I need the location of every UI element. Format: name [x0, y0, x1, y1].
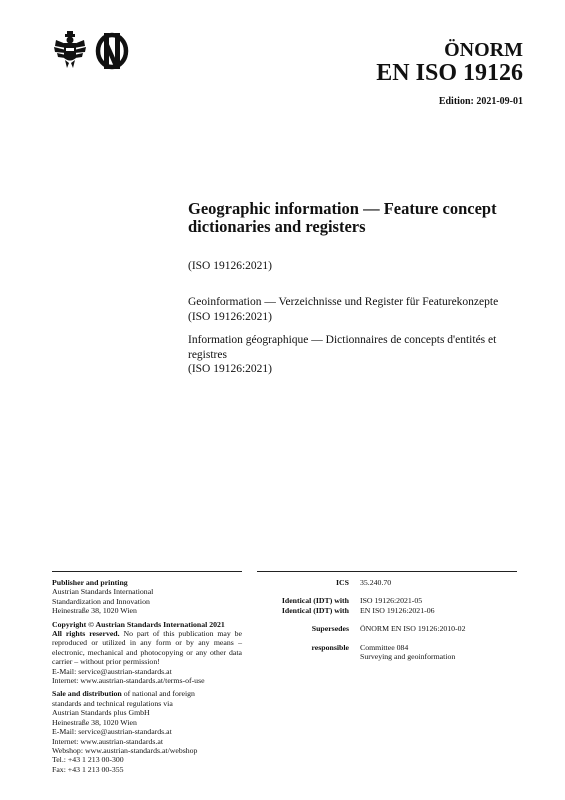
- edition-date: Edition: 2021-09-01: [438, 96, 523, 107]
- ics-label: ICS: [335, 578, 349, 587]
- french-title-line-3: (ISO 19126:2021): [188, 363, 273, 375]
- ics-row: [257, 578, 517, 587]
- french-title-line-2: registres: [188, 348, 227, 361]
- standard-header: [376, 40, 523, 86]
- publisher-heading: Publisher and printing: [52, 578, 128, 587]
- title-line-1: Geographic information — Feature concept: [188, 199, 497, 218]
- identical-row-1: [257, 596, 517, 605]
- sales-heading-bold: Sale and distribution: [52, 689, 122, 699]
- left-divider: [52, 571, 242, 572]
- responsible-label: responsible: [311, 642, 349, 652]
- sales-tel: Tel.: +43 1 213 00-300: [52, 755, 124, 765]
- sales-line-1: standards and technical regulations via: [52, 698, 173, 708]
- identical-row-2: [257, 606, 517, 615]
- german-title-line-2: (ISO 19126:2021): [188, 310, 273, 323]
- document-title: [188, 200, 518, 236]
- supersedes-row: [257, 624, 517, 633]
- rights-reserved: All rights reserved.: [52, 629, 120, 639]
- responsible-area: Surveying and geoinformation: [360, 652, 456, 662]
- supersedes-label: Supersedes: [311, 624, 349, 634]
- sales-webshop[interactable]: Webshop: www.austrian-standards.at/webshop: [52, 745, 198, 755]
- document-metadata: [257, 578, 517, 661]
- german-title: [188, 295, 528, 324]
- eagle-coat-of-arms-icon: [52, 30, 88, 70]
- copyright-internet[interactable]: Internet: www.austrian-standards.at/terms-of-use: [52, 676, 205, 686]
- responsible-row: [257, 643, 517, 662]
- rights-text: No part of this publication may be reproduced or utilized in any form or by any means – electronic, mechanical and photocopying or any other data carrier – without prior permission!: [52, 629, 243, 667]
- sales-line-2: Austrian Standards plus GmbH: [52, 708, 150, 718]
- copyright-heading: Copyright © Austrian Standards International 2021: [52, 619, 225, 629]
- sales-email[interactable]: E-Mail: service@austrian-standards.at: [52, 727, 172, 737]
- title-line-2: dictionaries and registers: [188, 217, 366, 236]
- right-divider: [257, 571, 517, 572]
- sales-heading: [52, 689, 242, 698]
- sales-internet[interactable]: Internet: www.austrian-standards.at: [52, 736, 163, 746]
- german-title-line-1: Geoinformation — Verzeichnisse und Register für Featurekonzepte: [188, 296, 499, 308]
- identical-label-2: Identical (IDT) with: [281, 605, 349, 615]
- identical-value-2: EN ISO 19126:2021-06: [360, 605, 435, 615]
- publisher-line-1: Austrian Standards International: [52, 587, 154, 597]
- sales-fax: Fax: +43 1 213 00-355: [52, 764, 124, 774]
- french-title-line-1: Information géographique — Dictionnaires de concepts d'entités et: [188, 334, 497, 346]
- publisher-line-3: Heinestraße 38, 1020 Wien: [52, 606, 137, 616]
- responsible-value: [360, 643, 517, 662]
- iso-reference: (ISO 19126:2021): [188, 260, 273, 272]
- publisher-line-2: Standardization and Innovation: [52, 596, 150, 606]
- copyright-email[interactable]: E-Mail: service@austrian-standards.at: [52, 666, 172, 676]
- identical-value-1: ISO 19126:2021-05: [360, 596, 423, 606]
- sales-heading-rest: of national and foreign: [121, 689, 195, 699]
- sales-line-3: Heinestraße 38, 1020 Wien: [52, 717, 137, 727]
- publisher-info: [52, 578, 242, 774]
- ics-value: 35.240.70: [360, 578, 392, 587]
- supersedes-value: ÖNORM EN ISO 19126:2010-02: [360, 624, 466, 634]
- standard-number: EN ISO 19126: [376, 60, 523, 86]
- french-title: [188, 333, 528, 377]
- austrian-standards-mark-icon: [94, 30, 130, 70]
- responsible-committee: Committee 084: [360, 642, 409, 652]
- identical-label-1: Identical (IDT) with: [281, 596, 349, 606]
- logo-group: [52, 30, 130, 70]
- copyright-notice: [52, 629, 242, 667]
- standard-name: ÖNORM: [444, 39, 523, 61]
